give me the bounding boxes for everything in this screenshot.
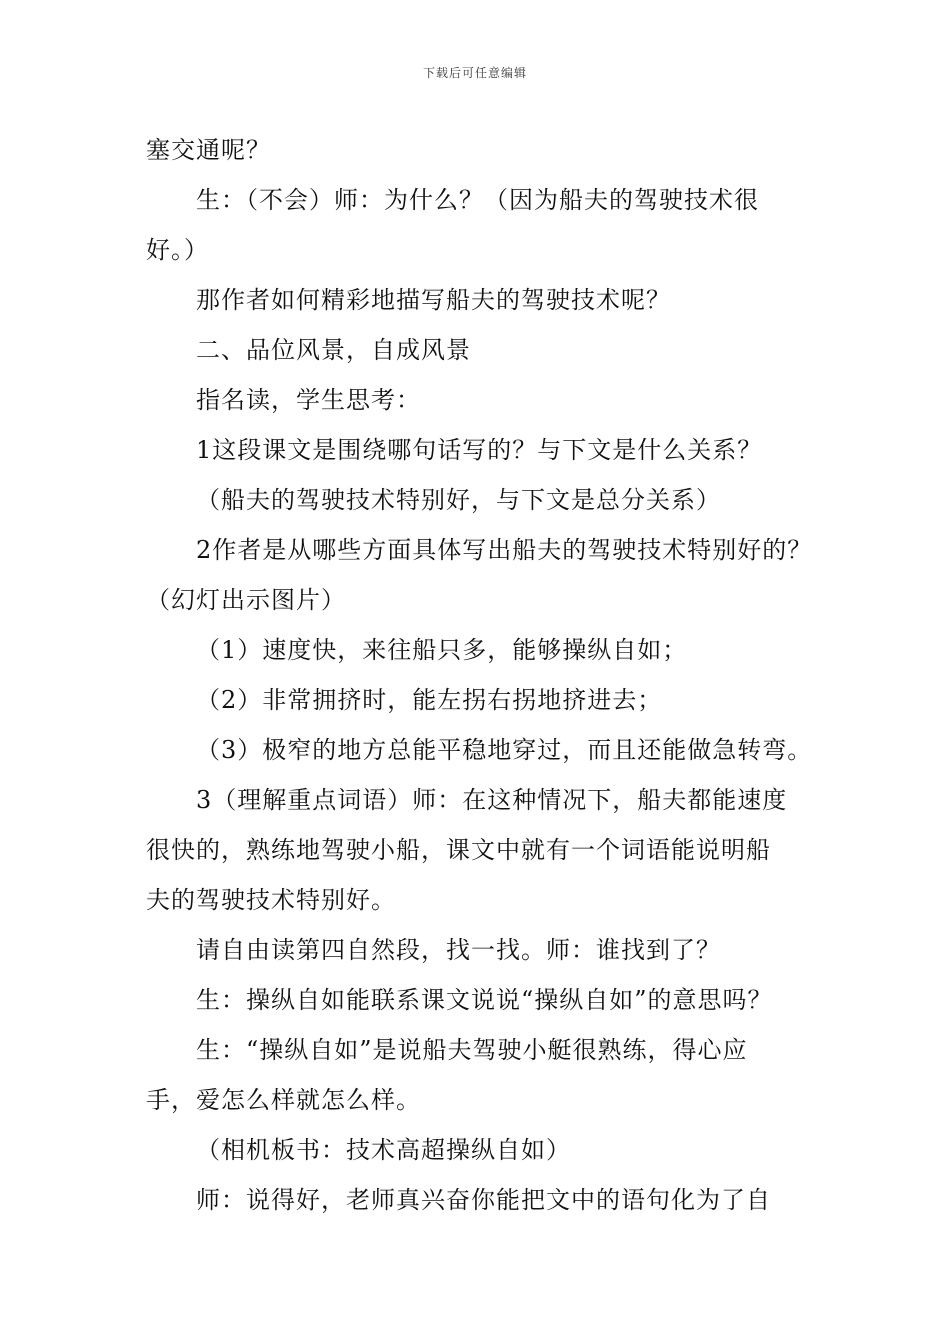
text-line: 手，爱怎么样就怎么样。 (146, 1086, 421, 1114)
text-line: 2作者是从哪些方面具体写出船夫的驾驶技术特别好的？ (196, 536, 813, 564)
text-line: 塞交通呢？ (146, 136, 271, 164)
section-heading: 二、品位风景，自成风景 (196, 336, 471, 364)
page-header: 下载后可任意编辑 (422, 66, 527, 80)
text-line: （幻灯出示图片） (146, 586, 346, 614)
text-line: 1这段课文是围绕哪句话写的？与下文是什么关系？ (196, 436, 763, 464)
text-line: 很快的，熟练地驾驶小船，课文中就有一个词语能说明船 (146, 836, 771, 864)
list-item: （2）非常拥挤时，能左拐右拐地挤进去； (196, 686, 663, 714)
text-line: （相机板书：技术高超操纵自如） (196, 1136, 571, 1164)
text-line: 指名读，学生思考： (196, 386, 421, 414)
text-line: 生：操纵自如能联系课文说说“操纵自如”的意思吗？ (196, 986, 773, 1014)
text-line: （船夫的驾驶技术特别好，与下文是总分关系） (196, 486, 721, 514)
text-line: 师：说得好，老师真兴奋你能把文中的语句化为了自 (196, 1186, 771, 1214)
text-line: 请自由读第四自然段，找一找。师：谁找到了？ (196, 936, 721, 964)
text-line: 好。） (146, 236, 209, 264)
list-item: （1）速度快，来往船只多，能够操纵自如； (196, 636, 688, 664)
text-line: 夫的驾驶技术特别好。 (146, 886, 396, 914)
text-line: 生：“操纵自如”是说船夫驾驶小艇很熟练，得心应 (196, 1036, 748, 1064)
list-item: （3）极窄的地方总能平稳地穿过，而且还能做急转弯。 (196, 736, 813, 764)
text-line: 生：（不会）师：为什么？（因为船夫的驾驶技术很 (196, 186, 759, 214)
text-line: 3（理解重点词语）师：在这种情况下，船夫都能速度 (196, 786, 788, 814)
text-line: 那作者如何精彩地描写船夫的驾驶技术呢？ (196, 286, 671, 314)
